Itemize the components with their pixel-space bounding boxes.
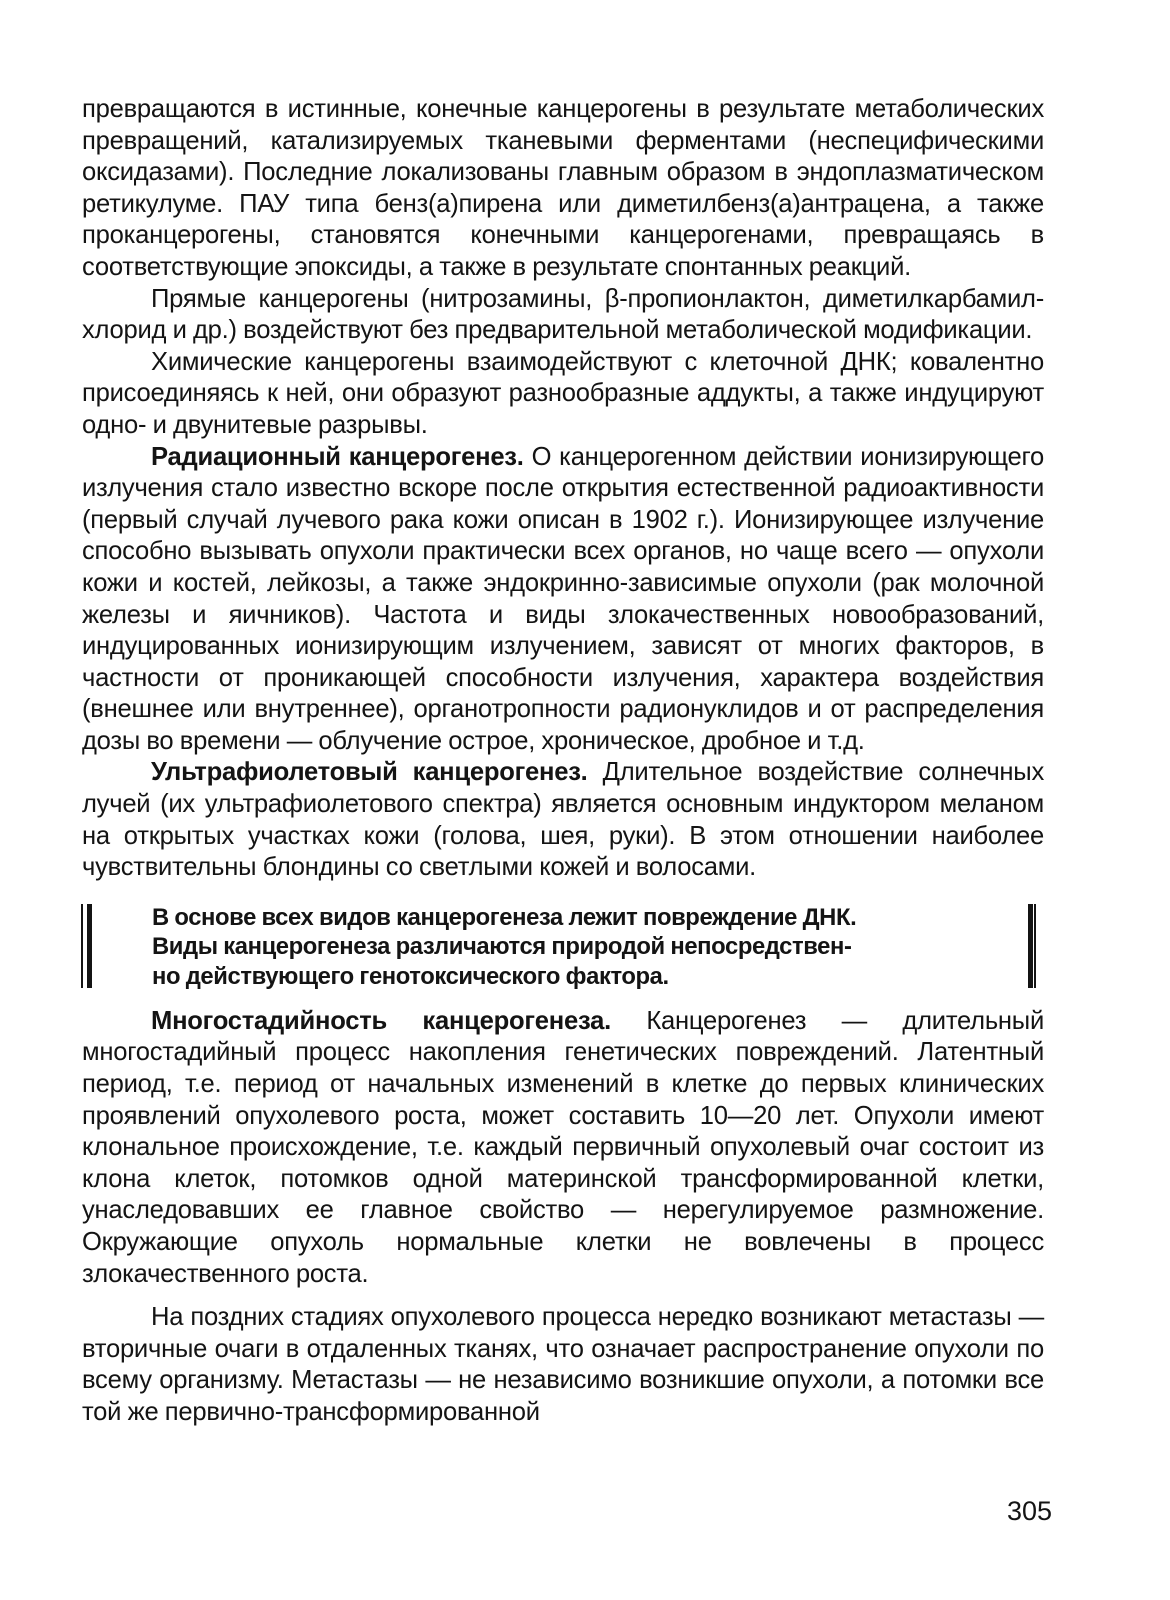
callout-line: В основе всех видов канцерогенеза лежит повреждение ДНК. xyxy=(152,903,857,931)
callout-text xyxy=(152,903,986,992)
body-text xyxy=(82,94,1044,1429)
paragraph-1 xyxy=(82,94,1044,284)
callout-bar xyxy=(81,904,83,988)
section-heading: Многостадийность канцерогенеза. xyxy=(151,1006,611,1035)
callout-bar xyxy=(87,904,92,988)
key-point-callout xyxy=(82,898,1044,992)
paragraph-ultraviolet xyxy=(82,757,1044,883)
paragraph-text: На поздних стадиях опухолевого процесса нередко возникают метастазы — вторичные очаги в отдаленных тканях, что означает распространение опухоли по всему организму. Метастазы — не независимо возникшие опухоли, а потомки все той же первично-трансформированной xyxy=(82,1303,1044,1426)
callout-line: но действующего генотоксического фактора. xyxy=(152,962,669,990)
paragraph-text: Длительное воздействие солнечных лучей (их ультрафиолетового спектра) является основным индуктором меланом на открытых участках кожи (голова, шея, руки). В этом отношении наиболее чувствительны блондины со светлыми кожей и волосами. xyxy=(82,758,1044,882)
paragraph-metastases xyxy=(82,1302,1044,1428)
paragraph-text: Химические канцерогены взаимодействуют с клеточной ДНК; ковалентно присоединяясь к ней, они образуют разнообразные аддукты, а также индуцируют одно- и двунитевые разрывы. xyxy=(82,347,1044,439)
paragraph-radiation xyxy=(82,442,1044,758)
paragraph-text: Прямые канцерогены (нитрозамины, β-пропионлактон, диметилкарбамил-хлорид и др.) воздействуют без предварительной метаболической модификации. xyxy=(82,284,1044,345)
paragraph-text: О канцерогенном действии ионизирующего излучения стало известно вскоре после открытия естественной радиоактивности (первый случай лучевого рака кожи описан в 1902 г.). Ионизирующее излучение способно вызывать опухоли практически всех органов, но чаще всего — опухоли кожи и костей, лейкозы, а также эндокринно-зависимые опухоли (рак молочной железы и яичников). Частота и виды злокачественных новообразований, индуцированных ионизирующим излучением, зависят от многих факторов, в частности от проникающей способности излучения, характера воздействия (внешнее или внутреннее), органотропности радионуклидов и от распределения дозы во времени — облучение острое, хроническое, дробное и т.д. xyxy=(82,442,1044,755)
paragraph-3 xyxy=(82,347,1044,442)
section-heading: Радиационный канцерогенез. xyxy=(151,442,524,471)
paragraph-2 xyxy=(82,284,1044,347)
callout-line: Виды канцерогенеза различаются природой непосредствен- xyxy=(152,933,852,961)
paragraph-multistage xyxy=(82,1006,1044,1290)
callout-bar xyxy=(1034,904,1036,988)
paragraph-text: Канцерогенез — длительный многостадийный процесс накопления генетических повреждений. Латентный период, т.е. период от начальных изменений в клетке до первых клинических проявлений опухолевого роста, может составить 10—20 лет. Опухоли имеют клональное происхождение, т.е. каждый первичный опухолевый очаг состоит из клона клеток, потомков одной материнской трансформированной клетки, унаследовавших ее главное свойство — нерегулируемое размножение. Окружающие опухоль нормальные клетки не вовлечены в процесс злокачественного роста. xyxy=(82,1006,1044,1288)
page-number: 305 xyxy=(1006,1496,1052,1526)
callout-bar xyxy=(1028,904,1033,988)
paragraph-text: превращаются в истинные, конечные канцерогены в результате метаболических превращений, катализируемых тканевыми ферментами (неспецифическими оксидазами). Последние локализованы главным образом в эндоплазматическом ретикулуме. ПАУ типа бенз(а)пирена или диметилбенз(а)антрацена, а также проканцерогены, становятся конечными канцерогенами, превращаясь в соответствующие эпоксиды, а также в результате спонтанных реакций. xyxy=(82,95,1044,281)
section-heading: Ультрафиолетовый канцерогенез. xyxy=(151,758,588,787)
